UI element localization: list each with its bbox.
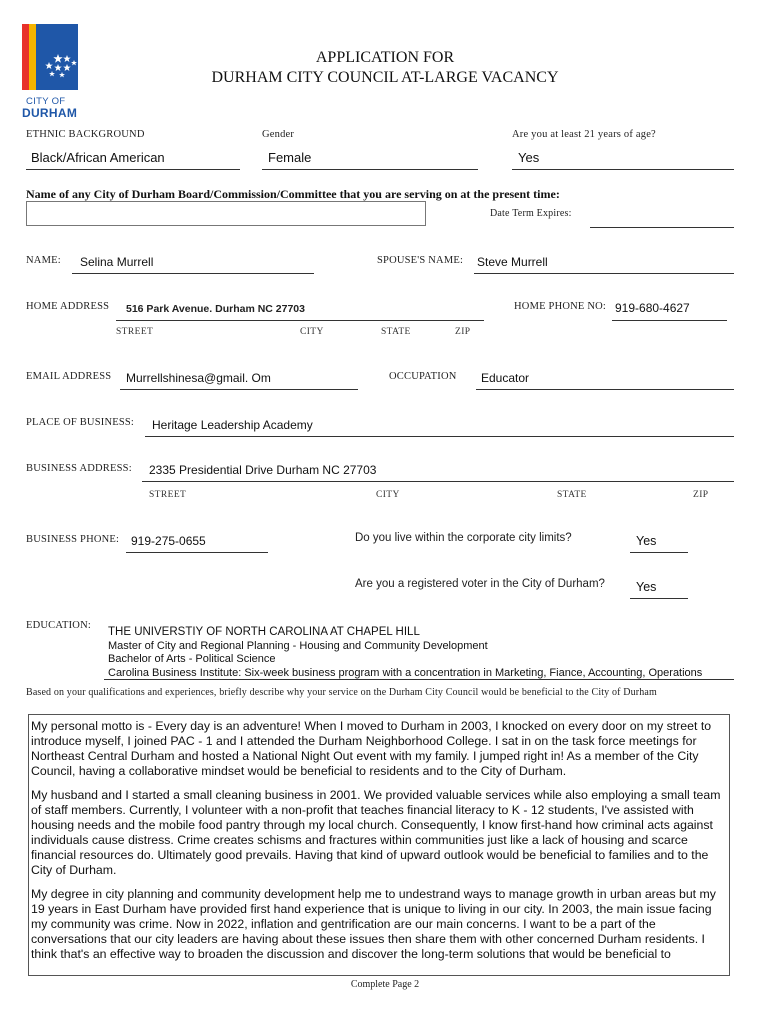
education-line: Bachelor of Arts - Political Science <box>108 653 276 665</box>
gender-label: Gender <box>262 129 295 140</box>
home-address-field[interactable]: 516 Park Avenue. Durham NC 27703 <box>126 303 305 315</box>
age-field[interactable]: Yes <box>518 150 540 165</box>
business-zip-caption: ZIP <box>693 490 709 500</box>
place-of-business-label: PLACE OF BUSINESS: <box>26 417 135 428</box>
age-question-label: Are you at least 21 years of age? <box>512 129 656 140</box>
education-underline <box>104 679 734 680</box>
name-label: NAME: <box>26 255 61 266</box>
education-line: Master of City and Regional Planning - Housing and Community Development <box>108 639 488 652</box>
city-limits-field[interactable]: Yes <box>636 534 657 548</box>
name-field[interactable]: Selina Murrell <box>80 255 154 269</box>
home-phone-underline <box>612 320 727 321</box>
business-phone-label: BUSINESS PHONE: <box>26 534 120 545</box>
board-label: Name of any City of Durham Board/Commission/Committee that you are serving on at the present time: <box>26 187 560 201</box>
date-term-expires-field[interactable] <box>590 227 734 228</box>
city-limits-question: Do you live within the corporate city limits? <box>355 532 572 544</box>
gender-field[interactable]: Female <box>268 150 312 165</box>
business-street-caption: STREET <box>149 490 187 500</box>
business-address-field[interactable]: 2335 Presidential Drive Durham NC 27703 <box>149 463 377 477</box>
logo-durham: DURHAM <box>22 106 78 120</box>
spouse-name-underline <box>474 273 734 274</box>
essay-paragraph: My personal motto is - Every day is an adventure! When I moved to Durham in 2003, I knocked on every door on my street to introduce myself, I joined PAC - 1 and I attended the Durham Neighborhood College. I sat in on the task force meetings for Northeast Central Durham and hosted a National Night Out event with my family. I jumped right in! As a member of the City Council, having a collaborative mindset would be beneficial to residents and to the City of Durham. <box>31 719 712 778</box>
email-field[interactable]: Murrellshinesa@gmail. Om <box>126 371 271 385</box>
essay-paragraph: My husband and I started a small cleaning business in 2001. We provided valuable services while also employing a small team of staff members. Currently, I volunteer with a non-profit that teaches financial literacy to K - 12 students, I've assisted with housing needs and the mobile food pantry through my local church. Consequently, I know first-hand how criminal acts against individuals cause distress. Crime creates schisms and fractures within communities just like a lack of housing and scarce financial resources do. Ultimately good prevails. Having that kind of upward outlook would be beneficial to families and to the City of Durham. <box>31 788 721 877</box>
business-address-underline <box>142 481 734 482</box>
home-address-label: HOME ADDRESS <box>26 301 110 312</box>
qualifications-essay-field[interactable] <box>28 714 730 976</box>
home-street-caption: STREET <box>116 327 154 337</box>
home-phone-field[interactable]: 919-680-4627 <box>615 301 690 315</box>
city-limits-underline <box>630 552 688 553</box>
home-city-caption: CITY <box>300 327 324 337</box>
form-title-line2: DURHAM CITY COUNCIL AT-LARGE VACANCY <box>211 69 559 86</box>
email-label: EMAIL ADDRESS <box>26 371 112 382</box>
ethnic-background-field[interactable]: Black/African American <box>31 150 165 165</box>
spouse-name-label: SPOUSE'S NAME: <box>377 255 464 266</box>
occupation-label: OCCUPATION <box>389 371 457 382</box>
board-input[interactable] <box>26 201 426 226</box>
place-of-business-underline <box>145 436 734 437</box>
home-address-underline <box>116 320 484 321</box>
spouse-name-field[interactable]: Steve Murrell <box>477 255 548 269</box>
place-of-business-field[interactable]: Heritage Leadership Academy <box>152 418 313 432</box>
education-field[interactable] <box>108 626 738 680</box>
business-address-label: BUSINESS ADDRESS: <box>26 463 132 474</box>
home-zip-caption: ZIP <box>455 327 471 337</box>
name-underline <box>72 273 314 274</box>
occupation-field[interactable]: Educator <box>481 371 530 385</box>
education-line: THE UNIVERSTIY OF NORTH CAROLINA AT CHAPEL HILL <box>108 626 420 638</box>
education-line: Carolina Business Institute: Six-week business program with a concentration in Marketing, Fiance, Accounting, Operations <box>108 666 703 679</box>
occupation-underline <box>476 389 734 390</box>
essay-paragraph: My degree in city planning and community development help me to undestrand ways to manage growth in urban areas but my 19 years in East Durham have provided first hand experience that is unique to living in our city. In 2003, the main issue facing my community was crime. Now in 2022, inflation and gentrification are our main concerns. I want to be a part of the conversations that our city leaders are having about these issues then share them with other concerned Durham residents. I think that's an effective way to broaden the discussion and discover the long-term solutions that would be beneficial to <box>31 887 716 961</box>
registered-voter-question: Are you a registered voter in the City of Durham? <box>355 578 605 590</box>
home-phone-label: HOME PHONE NO: <box>514 301 607 312</box>
business-state-caption: STATE <box>557 490 587 500</box>
date-term-expires-label: Date Term Expires: <box>490 208 572 219</box>
email-underline <box>120 389 358 390</box>
page-footer: Complete Page 2 <box>350 979 420 990</box>
registered-voter-underline <box>630 598 688 599</box>
ethnic-background-label: ETHNIC BACKGROUND <box>26 129 145 140</box>
registered-voter-field[interactable]: Yes <box>636 580 657 594</box>
ethnic-background-underline <box>26 169 240 170</box>
gender-underline <box>262 169 478 170</box>
business-phone-underline <box>126 552 268 553</box>
form-title-line1: APPLICATION FOR <box>315 49 455 66</box>
age-underline <box>512 169 734 170</box>
logo-city-of: CITY OF <box>26 96 66 107</box>
home-state-caption: STATE <box>381 327 411 337</box>
business-phone-field[interactable]: 919-275-0655 <box>131 534 206 548</box>
qualifications-prompt: Based on your qualifications and experiences, briefly describe why your service on the Durham City Council would be beneficial to the City of Durham <box>26 687 657 698</box>
business-city-caption: CITY <box>376 490 400 500</box>
education-label: EDUCATION: <box>26 620 91 631</box>
